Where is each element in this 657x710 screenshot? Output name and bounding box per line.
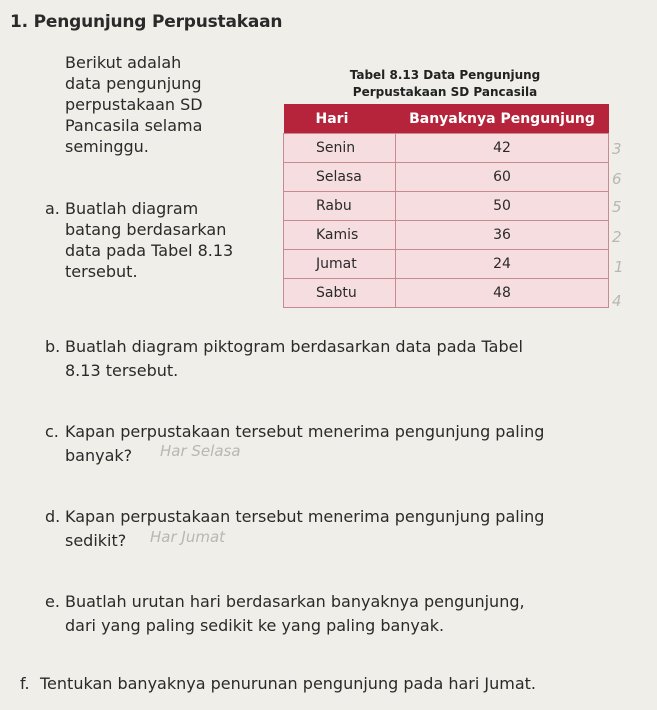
table-row [284, 163, 609, 192]
intro-line: Berikut adalah [65, 53, 182, 72]
question-text: Buatlah diagram piktogram berdasarkan data pada Tabel [65, 337, 523, 356]
question-c [45, 420, 645, 468]
cell-day: Selasa [284, 163, 396, 192]
question-text: Tentukan banyaknya penurunan pengunjung pada hari Jumat. [40, 674, 536, 693]
question-text: Kapan perpustakaan tersebut menerima pengunjung paling [65, 422, 545, 441]
table-caption [300, 67, 590, 101]
margin-handwriting: 1 [614, 258, 624, 276]
exercise-title: 1. Pengunjung Perpustakaan [10, 12, 283, 32]
question-text: Buatlah diagram [65, 199, 199, 218]
intro-paragraph [65, 52, 285, 157]
margin-handwriting: 2 [612, 228, 622, 246]
question-marker: e. [45, 592, 60, 611]
table-header-row [284, 104, 609, 134]
question-text: 8.13 tersebut. [65, 361, 179, 380]
question-marker: b. [45, 337, 61, 356]
cell-count: 48 [396, 279, 609, 308]
question-text: Buatlah urutan hari berdasarkan banyaknya pengunjung, [65, 592, 525, 611]
question-marker: f. [20, 674, 30, 693]
question-text: dari yang paling sedikit ke yang paling banyak. [65, 616, 445, 635]
handwritten-answer-c: Har Selasa [160, 442, 241, 460]
intro-line: seminggu. [65, 137, 149, 156]
cell-day: Kamis [284, 221, 396, 250]
question-text: banyak? [65, 446, 133, 465]
question-f [20, 672, 650, 696]
table-row [284, 134, 609, 163]
intro-line: Pancasila selama [65, 116, 203, 135]
question-b [45, 335, 645, 383]
margin-handwriting: 5 [612, 198, 622, 216]
question-a [45, 198, 275, 282]
table-row [284, 279, 609, 308]
cell-day: Sabtu [284, 279, 396, 308]
cell-day: Senin [284, 134, 396, 163]
cell-count: 42 [396, 134, 609, 163]
margin-handwriting: 3 [612, 140, 622, 158]
table-row [284, 250, 609, 279]
question-marker: c. [45, 422, 59, 441]
question-text: tersebut. [65, 262, 138, 281]
cell-count: 60 [396, 163, 609, 192]
visitors-table [283, 104, 609, 308]
question-marker: d. [45, 507, 61, 526]
intro-line: data pengunjung [65, 74, 202, 93]
table-caption-line: Tabel 8.13 Data Pengunjung [349, 68, 541, 82]
cell-count: 36 [396, 221, 609, 250]
handwritten-answer-d: Har Jumat [150, 528, 226, 546]
margin-handwriting: 4 [612, 292, 622, 310]
column-header-day: Hari [284, 104, 396, 134]
column-header-count: Banyaknya Pengunjung [396, 104, 609, 134]
question-e [45, 590, 645, 638]
question-d [45, 505, 645, 553]
question-text: batang berdasarkan [65, 220, 227, 239]
question-text: data pada Tabel 8.13 [65, 241, 234, 260]
margin-handwriting: 6 [612, 170, 622, 188]
table-row [284, 221, 609, 250]
table-caption-line: Perpustakaan SD Pancasila [352, 85, 538, 99]
question-text: sedikit? [65, 531, 127, 550]
cell-count: 24 [396, 250, 609, 279]
question-text: Kapan perpustakaan tersebut menerima pengunjung paling [65, 507, 545, 526]
question-marker: a. [45, 199, 60, 218]
cell-day: Jumat [284, 250, 396, 279]
cell-count: 50 [396, 192, 609, 221]
cell-day: Rabu [284, 192, 396, 221]
table-row [284, 192, 609, 221]
intro-line: perpustakaan SD [65, 95, 203, 114]
